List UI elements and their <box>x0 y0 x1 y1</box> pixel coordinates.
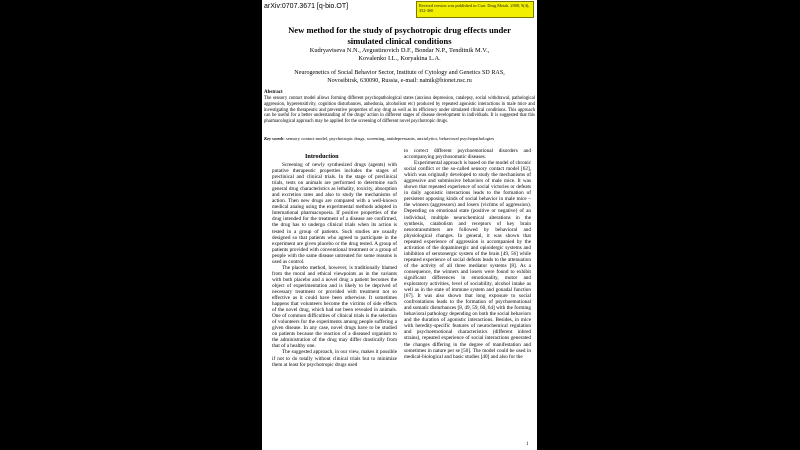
right-column <box>404 148 531 360</box>
abstract-text: The sensory contact model allows forming different psychopathological states (anxious depression, catalepsy, social withdrawal, pathological aggression, hyperestsitivity, cognition disturbances, anhedonia, alcoholism etc) produced by repeated agonistic interactions in male mice and investigating the therapeutic and preventive properties of any drug as well as its efficiency under simulated clinical conditions. This approach can be useful for a better understanding of the drugs' action in different stages of disease development in individuals. It is suggested that this pharmacological approach may be applied for the screening of different novel psychotropic drugs. <box>264 96 535 125</box>
keywords <box>264 136 535 142</box>
paragraph: Screening of newly synthesized drugs (agents) with putative therapeutic properties includes the stages of preclinical and clinical trials. In the stage of preclinical trials, tests on animals are performed to determine such general drug characteristics as lethality, toxicity, absorption and excretion rates and also to study the mechanisms of action. Then new drugs are compared with a well-known medical analog using the experimental methods adopted in International pharmacopoeia. If positive properties of the drug intended for the treatment of a disease are confirmed, the drug has to undergo clinical trials when its action is tested in a group of patients. Such studies are usually designed so that patients who agreed to participate in the experiment are given placebo or the drug tested. A group of patients provided with conventional treatment or a group of people with the same disease untreated for some reasons is used as control. <box>272 162 397 265</box>
authors-line-2: Kovalenko I.L., Koryakina L.A. <box>358 55 441 63</box>
arxiv-identifier[interactable]: arXiv:0707.3671 [q-bio.OT] <box>264 3 349 10</box>
publication-note: Revised version was published in Curr. Drug Metab. 2008, 9(4), 352-360 <box>416 1 534 18</box>
keywords-label: Key words <box>264 136 284 141</box>
keywords-text: : sensory contact model, psychotropic drugs, screening, antidepressants, anxiolytics, behavioral psychopathologies <box>283 136 495 141</box>
paragraph: Experimental approach is based on the model of chronic social conflict or the so-called sensory contact model [62], which was originally developed to study the mechanisms of aggressive and submissive behaviors of male mice. It was shown that repeated experience of social victories or defeats in daily agonistic interactions leads to the formation of persistent opposing kinds of social behavior in male mice – the winners (aggressors) and losers (victims of aggression). Depending on emotional state (positive or negative) of an individual, multiple neurochemical alterations in the synthesis, catabolism and receptors of key brain neurotransmitters are followed by behavioral and physiological changes. In general, it was shown that repeated experience of aggression is accompanied by the activation of the dopaminergic and opioidergic systems and inhibition of serotonergic system of the brain [49, 56] while repeated experience of social defeats leads to the attenuation of the activity of all three mediator systems [8]. As a consequence, the winners and losers were found to exhibit significant differences in emotionality, motor and exploratory activities, level of sociability, alcohol intake as well as in the state of immune system and gonadal function [67]. It was also shown that long exposure to social confrontations leads to the formation of psychoemotional and somatic disturbances [8, 49, 59, 60, 64] with the forming behavioral pathology depending on both the social behaviors and the duration of agonistic interactions. Besides, in mice with heredity-specific features of neurochemical regulation and psychoemotional characteristics (different inbred strains), repeated experience of social interactions generated the changes differing in the degree of manifestation and sometimes in nature per se [50]. The model could be used in medical-biological and basic studies [40] and also for the <box>404 160 531 360</box>
author-list <box>282 47 517 63</box>
affiliation-line-1: Neurogenetics of Social Behavior Sector, Institute of Cytology and Genetics SD RAS, <box>294 70 505 76</box>
paper-title: New method for the study of psychotropic drug effects under simulated clinical conditions <box>288 25 511 46</box>
authors-line-1: Kudryavtseva N.N., Avgustinovich D.F., Bondar N.P., Tenditnik M.V., <box>309 47 490 54</box>
introduction-heading: Introduction <box>305 153 339 160</box>
affiliation-line-2: Novosibirsk, 630090, Russia, e-mail: natnik@bionet.nsc.ru <box>327 78 472 84</box>
left-column <box>272 162 397 368</box>
page-number: 1 <box>526 442 529 447</box>
abstract-heading: Abstract <box>264 90 283 95</box>
affiliation <box>272 69 527 85</box>
paragraph: to correct different psychoemotional disorders and accompanying psychosomatic diseases. <box>404 148 531 161</box>
paragraph: The placebo method, however, is traditionally blamed from the moral and ethical viewpoints as in the variants with both placebo and a novel drug a patient becomes the object of experimentation and is likely to be deprived of necessary treatment or provided with treatment not so effective as it could have been otherwise. It sometimes happens that volunteers become the victims of side effects of the novel drug, which had not been revealed in animals. One of common difficulties of clinical trials is the selection of volunteers for the experiments among people suffering a given disease. In any case, novel drugs have to be studied on patients because the reaction of a diseased organism to the administration of the drug may differ drastically from that of a healthy one. <box>272 264 397 350</box>
paragraph: The suggested approach, in our view, makes it possible if not to do totally without clinical trials but to minimize them at least for psychotropic drugs used <box>272 349 397 368</box>
paper-page <box>262 0 537 450</box>
